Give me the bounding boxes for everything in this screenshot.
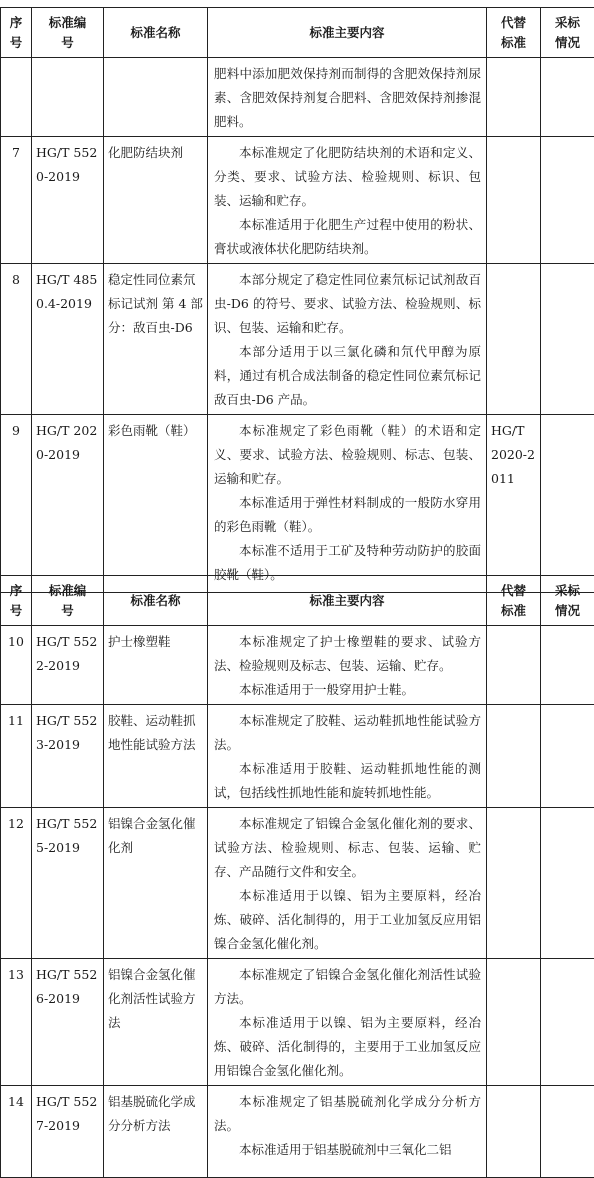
row-content	[208, 137, 487, 264]
row-replaced-standard	[487, 137, 541, 264]
row-adoption	[541, 264, 594, 415]
row-standard-name: 铝基脱硫化学成分分析方法	[104, 1086, 208, 1178]
standards-table-1	[0, 7, 594, 593]
row-standard-code	[32, 58, 104, 137]
row-content	[208, 415, 487, 593]
row-standard-code: HG/T 2020-2019	[32, 415, 104, 593]
content-paragraph: 本标准规定了胶鞋、运动鞋抓地性能试验方法。	[214, 709, 481, 757]
content-paragraph: 本标准规定了护士橡塑鞋的要求、试验方法、检验规则及标志、包装、运输、贮存。	[214, 630, 481, 678]
header-code: 标准编 号	[32, 8, 104, 58]
table-row	[1, 959, 594, 1086]
content-paragraph: 本标准适用于化肥生产过程中使用的粉状、膏状或液体状化肥防结块剂。	[214, 213, 481, 261]
table-header-row	[1, 8, 594, 58]
table-row	[1, 137, 594, 264]
row-replaced-standard	[487, 58, 541, 137]
row-seq: 11	[1, 705, 32, 808]
standards-table-2	[0, 575, 594, 1178]
row-adoption	[541, 808, 594, 959]
table-row	[1, 264, 594, 415]
row-replaced-standard	[487, 959, 541, 1086]
table-row	[1, 808, 594, 959]
row-adoption	[541, 58, 594, 137]
table-row	[1, 415, 594, 593]
row-seq: 12	[1, 808, 32, 959]
content-paragraph: 本标准规定了铝镍合金氢化催化剂的要求、试验方法、检验规则、标志、包装、运输、贮存、产品随行文件和安全。	[214, 812, 481, 884]
table-row	[1, 58, 594, 137]
row-replaced-standard	[487, 626, 541, 705]
row-standard-name: 稳定性同位素氘标记试剂 第 4 部分：敌百虫-D6	[104, 264, 208, 415]
row-standard-code: HG/T 5525-2019	[32, 808, 104, 959]
header-content: 标准主要内容	[208, 576, 487, 626]
row-replaced-standard: HG/T 2020-2011	[487, 415, 541, 593]
content-paragraph: 本标准规定了彩色雨靴（鞋）的术语和定义、要求、试验方法、检验规则、标志、包装、运输和贮存。	[214, 419, 481, 491]
content-paragraph: 本标准适用于胶鞋、运动鞋抓地性能的测试，包括线性抓地性能和旋转抓地性能。	[214, 757, 481, 805]
row-adoption	[541, 137, 594, 264]
header-name: 标准名称	[104, 8, 208, 58]
row-standard-name: 护士橡塑鞋	[104, 626, 208, 705]
row-adoption	[541, 959, 594, 1086]
content-paragraph: 本部分适用于以三氯化磷和氘代甲醇为原料，通过有机合成法制备的稳定性同位素氘标记敌百虫-D6 产品。	[214, 340, 481, 412]
content-paragraph: 本标准适用于一般穿用护士鞋。	[214, 678, 481, 702]
row-seq: 13	[1, 959, 32, 1086]
row-standard-code: HG/T 4850.4-2019	[32, 264, 104, 415]
row-standard-code: HG/T 5526-2019	[32, 959, 104, 1086]
content-paragraph: 本标准规定了铝镍合金氢化催化剂活性试验方法。	[214, 963, 481, 1011]
header-content: 标准主要内容	[208, 8, 487, 58]
row-standard-code: HG/T 5522-2019	[32, 626, 104, 705]
row-replaced-standard	[487, 705, 541, 808]
row-seq: 9	[1, 415, 32, 593]
row-seq: 8	[1, 264, 32, 415]
row-content	[208, 264, 487, 415]
content-paragraph: 本标准规定了铝基脱硫剂化学成分分析方法。	[214, 1090, 481, 1138]
table-row	[1, 705, 594, 808]
header-code: 标准编 号	[32, 576, 104, 626]
content-paragraph: 本标准适用于铝基脱硫剂中三氧化二铝	[214, 1138, 481, 1162]
content-paragraph: 肥料中添加肥效保持剂而制得的含肥效保持剂尿素、含肥效保持剂复合肥料、含肥效保持剂掺混肥料。	[214, 62, 481, 134]
row-standard-name: 化肥防结块剂	[104, 137, 208, 264]
row-adoption	[541, 705, 594, 808]
table-row	[1, 626, 594, 705]
table-header-row	[1, 576, 594, 626]
content-paragraph: 本部分规定了稳定性同位素氘标记试剂敌百虫-D6 的符号、要求、试验方法、检验规则、标识、包装、运输和贮存。	[214, 268, 481, 340]
content-paragraph: 本标准适用于以镍、铝为主要原料，经冶炼、破碎、活化制得的，用于工业加氢反应用铝镍合金氢化催化剂。	[214, 884, 481, 956]
row-seq: 10	[1, 626, 32, 705]
table-row	[1, 1086, 594, 1178]
row-standard-name: 彩色雨靴（鞋）	[104, 415, 208, 593]
header-adopt: 采标 情况	[541, 8, 594, 58]
content-paragraph: 本标准规定了化肥防结块剂的术语和定义、分类、要求、试验方法、检验规则、标识、包装、运输和贮存。	[214, 141, 481, 213]
content-paragraph: 本标准适用于弹性材料制成的一般防水穿用的彩色雨靴（鞋）。	[214, 491, 481, 539]
row-content	[208, 959, 487, 1086]
row-standard-code: HG/T 5520-2019	[32, 137, 104, 264]
row-content	[208, 1086, 487, 1178]
header-adopt: 采标 情况	[541, 576, 594, 626]
row-seq: 7	[1, 137, 32, 264]
header-seq: 序 号	[1, 576, 32, 626]
row-content	[208, 705, 487, 808]
row-replaced-standard	[487, 808, 541, 959]
row-standard-name: 铝镍合金氢化催化剂活性试验方法	[104, 959, 208, 1086]
row-content	[208, 808, 487, 959]
row-standard-code: HG/T 5527-2019	[32, 1086, 104, 1178]
row-seq	[1, 58, 32, 137]
content-paragraph: 本标准不适用于工矿及特种劳动防护的胶面胶靴（鞋）。	[214, 539, 481, 587]
row-standard-name: 胶鞋、运动鞋抓地性能试验方法	[104, 705, 208, 808]
row-standard-code: HG/T 5523-2019	[32, 705, 104, 808]
row-adoption	[541, 415, 594, 593]
row-content	[208, 58, 487, 137]
header-name: 标准名称	[104, 576, 208, 626]
row-seq: 14	[1, 1086, 32, 1178]
row-replaced-standard	[487, 1086, 541, 1178]
row-replaced-standard	[487, 264, 541, 415]
row-adoption	[541, 626, 594, 705]
row-standard-name	[104, 58, 208, 137]
content-paragraph: 本标准适用于以镍、铝为主要原料，经冶炼、破碎、活化制得的，主要用于工业加氢反应用铝镍合金氢化催化剂。	[214, 1011, 481, 1083]
row-content	[208, 626, 487, 705]
header-seq: 序 号	[1, 8, 32, 58]
header-replace: 代替 标准	[487, 8, 541, 58]
row-adoption	[541, 1086, 594, 1178]
row-standard-name: 铝镍合金氢化催化剂	[104, 808, 208, 959]
header-replace: 代替 标准	[487, 576, 541, 626]
